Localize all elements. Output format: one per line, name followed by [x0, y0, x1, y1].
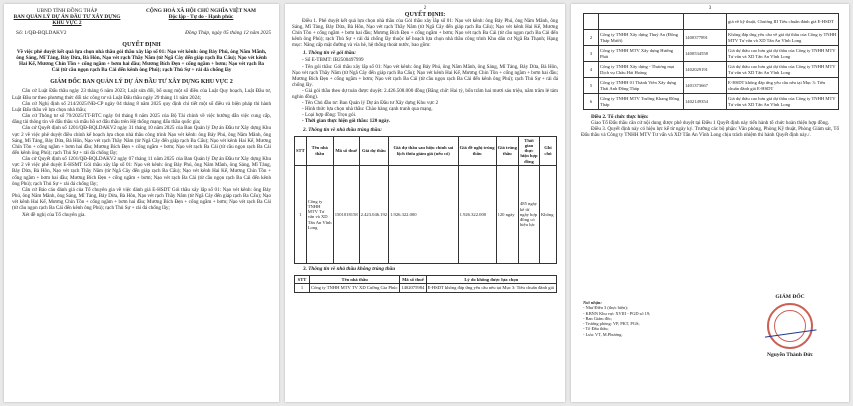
recipient-item: - Trưởng phòng: VP, PKT, PGS; — [583, 321, 640, 327]
legal-basis — [4, 88, 279, 217]
table-cell: 3 — [584, 46, 599, 62]
table-cell — [599, 14, 684, 30]
losing-bidder-table-continued — [583, 13, 839, 110]
table-cell: 1.926.322.000 — [389, 165, 459, 263]
table-header-cell: Mã số thuế — [333, 136, 359, 165]
table-header-cell: Giá trúng thầu — [496, 136, 518, 165]
table-cell: E-HSDT không đáp ứng yêu cầu nêu tại Mục 3: Tiêu chuẩn đánh giá — [426, 284, 556, 292]
table-cell — [584, 14, 599, 30]
package-info — [285, 57, 565, 124]
table-row — [295, 284, 557, 292]
table-cell: 6 — [584, 94, 599, 110]
recipient-item: - KBNN Khu vực XVIII - PGD số 19; — [583, 310, 651, 316]
legal-basis-paragraph: Xét đề nghị của Tổ chuyên gia. — [22, 211, 86, 218]
recipient-item: - Như Điều 3 (thực hiện); — [583, 305, 628, 311]
page-number: 3 — [708, 6, 712, 11]
table-header-cell: Ghi chú — [539, 136, 556, 165]
table-cell: 1400534558 — [684, 46, 727, 62]
table-cell: 5 — [584, 78, 599, 94]
legal-basis-paragraph: Căn cứ Luật Đấu thầu ngày 23 tháng 6 năm 2023; Luật sửa đổi, bổ sung một số điều của Luật Quy hoạch, Luật Đầu tư, Luật Đầu tư theo phương thức đối tác công tư và Luật Đấu thầu ngày 29 tháng 11 năm 2024; — [12, 88, 271, 101]
table-cell: 1402029191 — [684, 62, 727, 78]
table-cell: Công ty TNHH MTV TV XD Cường Gia Phúc — [310, 284, 400, 292]
table-cell: Giá dự thầu cao hơn giá dự thầu của Công ty TNHH MTV Tư vấn và XD Tấn An Vĩnh Long — [727, 46, 839, 62]
table-header-row — [295, 136, 557, 165]
table-row — [584, 94, 839, 110]
table-cell: 1402075984 — [401, 285, 425, 291]
package-info-line: - Giá gói thầu theo dự toán được duyệt: 2.426.508.000 đồng (Bằng chữ: Hai tỷ, bốn trăm hai mươi sáu triệu, năm trăm lẻ tám nghìn đồng). — [292, 87, 558, 101]
table-cell: giá về kỹ thuật, Chương III Tiêu chuẩn đánh giá E-HSDT — [727, 14, 839, 30]
recipient-item: - Lưu: VT, M.Phương. — [583, 331, 623, 337]
legal-basis-paragraph: Căn cứ Quyết định số 1201/QĐ-BQLDAKV2 ngày 07 tháng 11 năm 2025 của Ban Quản lý Dự án Đầu tư Xây dựng Khu vực 2 về việc phê duyệt E-HSMT Gói thầu xây lắp số 01: Nạo vét kênh: ông Bảy Phú, ông Năm Mãnh, ông Sáng, Mĩ Tảng, Bảy Dừa, Bà Hôn, Nạo vét rạch Thầy Năm (từ Ngã Cây đến giáp rạch Ba Cấu); Nạo vét kênh Hai Kế, Mương Chín Tồn + cống ngầm + bơm hai đầu; Mương Bích Đẹn + cống ngầm + bơm; Nạo vét rạch Ba Cái (từ cầu ngọn rạch Ba Cái đến kênh ông Phú); rạch Thủ Sự + rải đá chống lầy; — [12, 156, 271, 187]
package-info-line: - Hình thức lựa chọn nhà thầu: Chào hàng cạnh tranh qua mạng. — [302, 106, 433, 113]
legal-basis-paragraph: Căn cứ Báo cáo đánh giá của Tổ chuyên gia về việc đánh giá E-HSDT Gói thầu xây lắp số 01: Nạo vét kênh: ông Bảy Phú, ông Năm Mãnh, ông Sáng, Mĩ Tảng, Bảy Dừa, Bà Hôn, Nạo vét rạch Thầy Năm (từ Ngã Cây đến giáp rạch Ba Cấu); Nạo vét kênh Hai Kế, Mương Chín Tồn + cống ngầm + bơm hai đầu; Mương Bích Đẹn + cống ngầm + bơm; Nạo vét rạch Ba Cái (từ cầu ngọn rạch Ba Cái đến kênh ông Phú); rạch Thủ Sự + rải đá chống lầy; — [12, 186, 271, 212]
table-cell: 1 — [295, 284, 310, 292]
decision-title: QUYẾT ĐỊNH — [122, 41, 161, 48]
signature-block — [745, 294, 835, 358]
table-row — [584, 78, 839, 94]
table-cell: 1401373667 — [684, 78, 727, 94]
package-info-line: - Số E-TBMT: IB2500497999 — [302, 57, 364, 64]
section-package-info: 1. Thông tin về gói thầu: — [303, 50, 357, 57]
section-winning-bidder: 2. Thông tin về nhà thầu trúng thầu: — [303, 126, 382, 133]
recipients-block — [583, 300, 650, 337]
legal-basis-paragraph: Căn cứ Nghị định số 214/2025/NĐ-CP ngày 04 tháng 8 năm 2025 quy định chi tiết một số điều và biện pháp thi hành Luật Đấu thầu về lựa chọn nhà thầu; — [12, 100, 271, 113]
recipients-title: Nơi nhận: — [583, 300, 602, 305]
issuing-authority: GIÁM ĐỐC BAN QUẢN LÝ DỰ ÁN ĐẦU TƯ XÂY DỰNG KHU VỰC 2 — [50, 79, 233, 86]
package-info-line: - Thời gian thực hiện gói thầu: 120 ngày. — [302, 118, 391, 125]
recipient-item: - Ban Giám đốc; — [583, 315, 613, 321]
table-header-cell: STT — [295, 136, 307, 165]
table-row — [584, 30, 839, 46]
page1-meta — [4, 27, 279, 36]
document-page-2 — [285, 4, 565, 402]
table-row — [584, 46, 839, 62]
table-header-cell: Giá đề nghị trúng thầu — [458, 136, 496, 165]
table-cell: Công ty TNHH 01 Thành Viên Xây dựng Thái Anh Đồng Tháp — [599, 78, 684, 94]
table-cell: Công ty TNHH MTV Xây dựng Hướng Phát — [599, 46, 684, 62]
page1-header — [4, 4, 279, 27]
signer-title: GIÁM ĐỐC — [775, 294, 805, 300]
package-info-line: - Tên Chủ đầu tư: Ban Quản lý Dự án Đầu tư Xây dựng Khu vực 2 — [302, 100, 439, 107]
legal-basis-paragraph: Căn cứ Quyết định số 1201/QĐ-BQLDAKV2 ngày 31 tháng 10 năm 2025 của Ban Quản lý Dự án Đầu tư Xây dựng Khu vực 2 về việc phê duyệt điều chỉnh kế hoạch lựa chọn nhà thầu công trình Nạo vét kênh: ông Bảy Phú, ông Năm Mãnh, ông Sáng, Mĩ Tảng, Bảy Dừa, Bà Hôn, Nạo vét rạch Thầy Năm (từ Ngã Cây đến giáp rạch Ba Cấu); Nạo vét kênh Hai Kế, Mương Chín Tồn + cống ngầm + bơm hai đầu; Mương Bích Đẹn + cống ngầm + bơm; Nạo vét rạch Ba Cái (từ cầu ngọn rạch Ba Cái đến kênh ông Phú); rạch Thủ Sự + rải đá chống lầy; — [12, 125, 271, 156]
table-header-cell: Thời gian thực hiện hợp đồng — [520, 137, 538, 164]
table-cell: Công ty TNHH MTV Trường Khang Đồng Tháp — [599, 94, 684, 110]
decision-number: Số: 1/QĐ-BQLDAKV2 — [16, 29, 67, 36]
table-row — [295, 165, 557, 263]
package-info-line: - Loại hợp đồng: Trọn gói. — [302, 112, 357, 119]
signer-name: Nguyễn Thành Đức — [767, 352, 813, 358]
article-2-heading: Điều 2. Tổ chức thực hiện: — [591, 114, 649, 120]
table-cell: 120 ngày — [496, 165, 518, 263]
table-header-cell: Giá dự thầu — [359, 136, 388, 165]
table-cell: 2 — [584, 30, 599, 46]
table-header-cell: Tên nhà thầu — [306, 136, 333, 165]
table-cell: 485 ngày kể từ ngày hợp đồng có hiệu lực — [518, 165, 539, 263]
article-1 — [285, 18, 565, 48]
recipient-item: - Tổ Đấu thầu; — [583, 326, 609, 332]
table-cell: 1402149354 — [684, 94, 727, 110]
decision-date: Đồng Tháp, ngày 05 tháng 12 năm 2025 — [185, 29, 271, 36]
section-losing-bidders: 3. Thông tin về nhà thầu không trúng thầu — [303, 265, 396, 272]
document-page-1 — [4, 4, 279, 402]
table-cell: 1400377891 — [684, 30, 727, 46]
article-1-text: Điều 1. Phê duyệt kết quả lựa chọn nhà thầu của Gói thầu xây lắp số 01: Nạo vét kênh: ông Bảy Phú, ông Năm Mãnh, ông Sáng, Mĩ Tảng, Bảy Dừa, Bà Hôn, Nạo vét rạch Thầy Năm (từ Ngã Cây đến giáp rạch Ba Cấu); Nạo vét kênh Hai Kế, Mương Chín Tồn + cống ngầm + bơm hai đầu; Mương Bích Đẹn + cống ngầm + bơm; Nạo vét rạch Ba Cái (từ cầu ngọn rạch Ba Cái đến kênh ông Phú); rạch Thủ Sự + rải đá chống lầy thuộc kế hoạch lựa chọn nhà thầu công trình Khu dân cư Ngã Ba Thạnh; Hạng mục: Nâng cấp mặt đường và vỉa hè, hệ thống thoát nước, bao gồm: — [292, 18, 558, 49]
decision-subject: Về việc phê duyệt kết quả lựa chọn nhà thầu gói thầu xây lắp số 01: Nạo vét kênh: ông Bảy Phú, ông Năm Mãnh, ông Sáng, Mĩ Tảng, Bảy Dừa, Bà Hôn, Nạo vét rạch Thầy Năm (từ Ngã Cây đến giáp rạch Ba Cấu); Nạo vét kênh Hai Kế, Mương Chín Tồn + cống ngầm + bơm hai đầu; Mương Bích Đẹn + cống ngầm + bơm; Nạo vét rạch Ba Cái (từ cầu ngọn rạch Ba Cái đến kênh ông Phú); rạch Thủ Sự + rải đá chống lầy — [16, 48, 267, 74]
table-cell: Công ty TNHH Xây dựng Thuý An (Đồng Tháp Mười) — [599, 30, 684, 46]
table-cell: Công ty TNHH MTV Tư vấn và XD Tấn An Vĩnh Long — [306, 165, 333, 263]
table-cell: Không — [539, 165, 556, 263]
table-cell — [684, 14, 727, 30]
table-header-cell: Tên nhà thầu — [310, 275, 400, 283]
articles-2-3 — [571, 110, 849, 138]
table-row — [584, 62, 839, 78]
table-cell: Giá dự thầu cao hơn giá dự thầu của Công ty TNHH MTV Tư vấn và XD Tấn An Vĩnh Long — [727, 94, 839, 110]
losing-bidder-table — [294, 275, 557, 293]
republic-name: CỘNG HOÀ XÃ HỘI CHỦ NGHĨA VIỆT NAM — [145, 8, 257, 14]
table-header-cell: Lý do không được lựa chọn — [426, 275, 556, 283]
table-header-row — [295, 275, 557, 283]
table-cell: 1501018158 — [333, 165, 359, 263]
table-header-cell: Giá dự thầu sau hiệu chỉnh sai lệch thừa giảm giá (nếu có) — [389, 136, 459, 165]
table-cell: Không đáp ứng yêu cầu về giá dự thầu của Công ty TNHH MTV Tư vấn và XD Tấn An Vĩnh Long — [727, 30, 839, 46]
table-cell: E-HSDT không đáp ứng yêu cầu nêu tại Mục 3: Tiêu chuẩn đánh giá E-HSDT — [727, 78, 839, 94]
table-cell: 1 — [295, 165, 307, 263]
page-number: 2 — [423, 6, 427, 11]
table-header-cell: Mã số thuế — [400, 275, 426, 283]
article-2-text: Giao Tổ Đấu thầu căn cứ nội dung được phê duyệt tại Điều 1 Quyết định này tiến hành tổ chức hoàn thiện hợp đồng. — [591, 120, 830, 127]
winning-bidder-table — [294, 136, 557, 264]
table-header-cell: STT — [295, 275, 310, 283]
table-cell: 4 — [584, 62, 599, 78]
decision-heading: QUYẾT ĐỊNH: — [404, 12, 446, 18]
package-info-line: - Tên gói thầu: Gói thầu xây lắp số 01: Nạo vét kênh: ông Bảy Phú, ông Năm Mãnh, ông Sáng, Mĩ Tảng, Bảy Dừa, Bà Hôn, Nạo vét rạch Thầy Năm (từ Ngã Cây đến giáp rạch Ba Cấu); Nạo vét kênh Hai Kế, Mương Chín Tồn + cống ngầm + bơm hai đầu; Mương Bích Đẹn + cống ngầm + bơm; Nạo vét rạch Ba Cái (từ cầu ngọn rạch Ba Cái đến kênh ông Phú); rạch Thủ Sự + rải đá chống lầy. — [292, 63, 558, 88]
legal-basis-paragraph: Căn cứ Thông tư số 79/2025/TT-BTC ngày 04 tháng 8 năm 2025 của Bộ Tài chính về việc hướng dẫn việc cung cấp, đăng tải thông tin về đấu thầu và mẫu hồ sơ đấu thầu trên Hệ thống mạng đấu thầu quốc gia; — [12, 113, 271, 126]
agency-name: UBND TỈNH ĐỒNG THÁP — [36, 8, 98, 14]
table-cell: Giá dự thầu cao hơn giá dự thầu của Công ty TNHH MTV Tư vấn và XD Tấn An Vĩnh Long — [727, 62, 839, 78]
article-3-text: Điều 3. Quyết định này có hiệu lực kể từ ngày ký. Trưởng các bộ phận: Văn phòng, Phòng Kỹ thuật, Phòng Giám sát, Tổ Đấu thầu và Công ty TNHH MTV Tư vấn và XD Tấn An Vĩnh Long chịu trách nhiệm thi hành Quyết định này./. — [581, 126, 839, 139]
table-cell: 2.423.046.192 — [359, 165, 388, 263]
national-motto: Độc lập - Tự do - Hạnh phúc — [168, 14, 234, 21]
table-cell: Công ty TNHH Xây dựng - Thương mại Dịch vụ Châu Hải Hoàng — [599, 62, 684, 78]
document-page-3 — [571, 4, 849, 402]
table-row — [584, 14, 839, 30]
table-cell: 1.926.322.000 — [458, 165, 496, 263]
board-name: BAN QUẢN LÝ DỰ ÁN ĐẦU TƯ XÂY DỰNG KHU VỰC 2 — [13, 14, 121, 27]
